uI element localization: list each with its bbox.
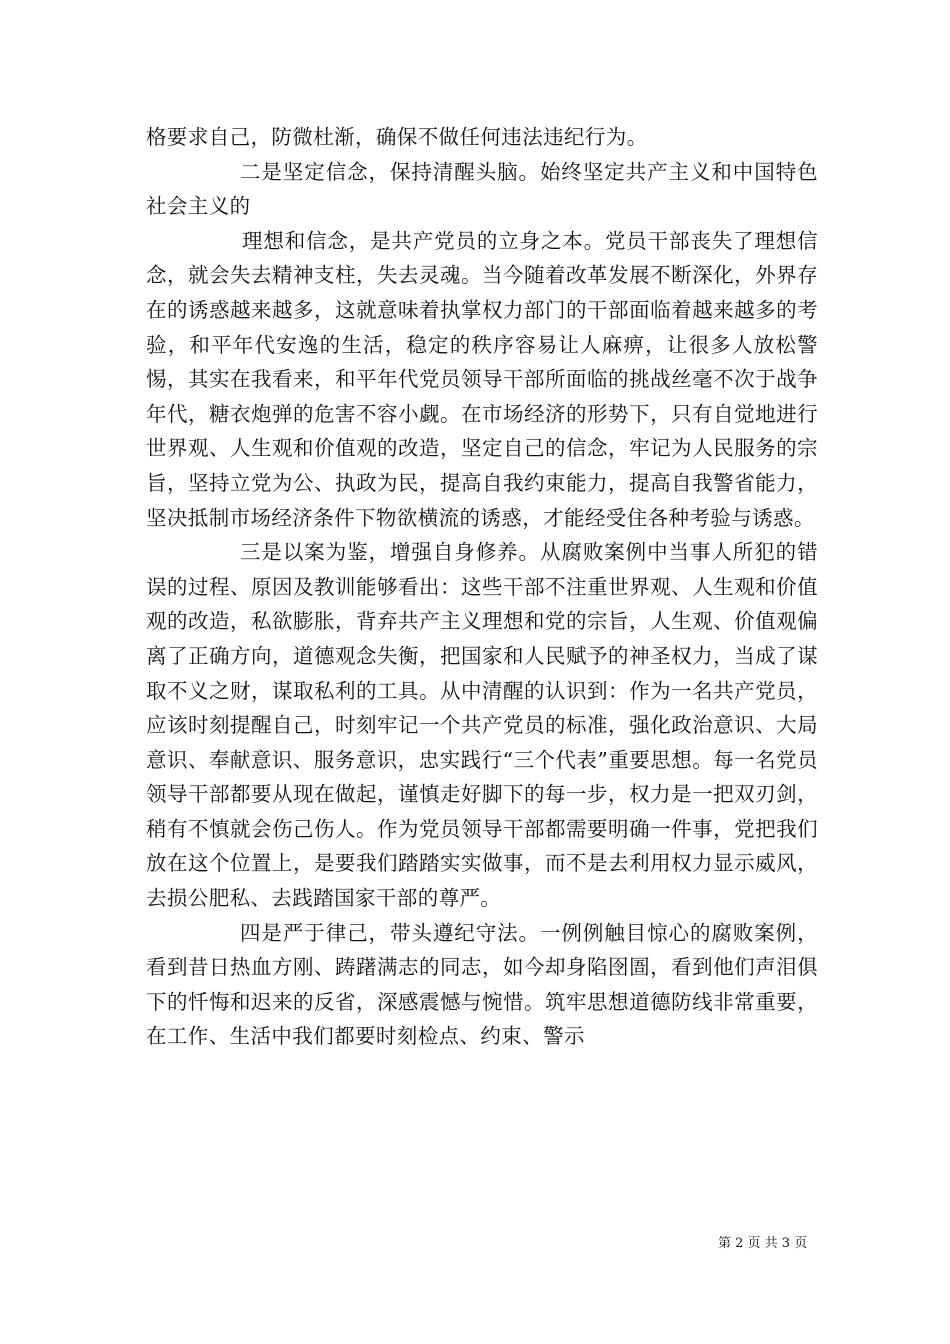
paragraph-point-three: 三是以案为鉴，增强自身修养。从腐败案例中当事人所犯的错误的过程、原因及教训能够看出：这些干部不注重世界观、人生观和价值观的改造，私欲膨胀，背弃共产主义理想和党的宗旨，人生观、价值观偏离了正确方向，道德观念失衡，把国家和人民赋予的神圣权力，当成了谋取不义之财，谋取私利的工具。从中清醒的认识到：作为一名共产党员，应该时刻提醒自己，时刻牢记一个共产党员的标准，强化政治意识、大局意识、奉献意识、服务意识，忠实践行“三个代表”重要思想。每一名党员领导干部都要从现在做起，谨慎走好脚下的每一步，权力是一把双刃剑，稍有不慎就会伤己伤人。作为党员领导干部都需要明确一件事，党把我们放在这个位置上，是要我们踏踏实实做事，而不是去利用权力显示威风，去损公肥私、去践踏国家干部的尊严。 [146,540,818,911]
document-body [146,120,818,1054]
paragraph-point-two: 二是坚定信念，保持清醒头脑。始终坚定共产主义和中国特色社会主义的 [146,159,818,219]
paragraph-continuation: 格要求自己，防微杜渐，确保不做任何违法违纪行为。 [146,125,648,149]
paragraph-ideals: 理想和信念，是共产党员的立身之本。党员干部丧失了理想信念，就会失去精神支柱，失去灵魂。当今随着改革发展不断深化，外界存在的诱惑越来越多，这就意味着执掌权力部门的干部面临着越来越多的考验，和平年代安逸的生活，稳定的秩序容易让人麻痹，让很多人放松警惕，其实在我看来，和平年代党员领导干部所面临的挑战丝毫不次于战争年代，糖衣炮弹的危害不容小觑。在市场经济的形势下，只有自觉地进行世界观、人生观和价值观的改造，坚定自己的信念，牢记为人民服务的宗旨，坚持立党为公、执政为民，提高自我约束能力，提高自我警省能力，坚决抵制市场经济条件下物欲横流的诱惑，才能经受住各种考验与诱惑。 [146,228,818,530]
paragraph-point-four: 四是严于律己，带头遵纪守法。一例例触目惊心的腐败案例，看到昔日热血方刚、踌躇满志的同志，如今却身陷囹圄，看到他们声泪俱下的忏悔和迟来的反省，深感震憾与惋惜。筑牢思想道德防线非常重要，在工作、生活中我们都要时刻检点、约束、警示 [146,920,818,1049]
page-number-footer: 第 2 页 共 3 页 [718,1236,808,1251]
